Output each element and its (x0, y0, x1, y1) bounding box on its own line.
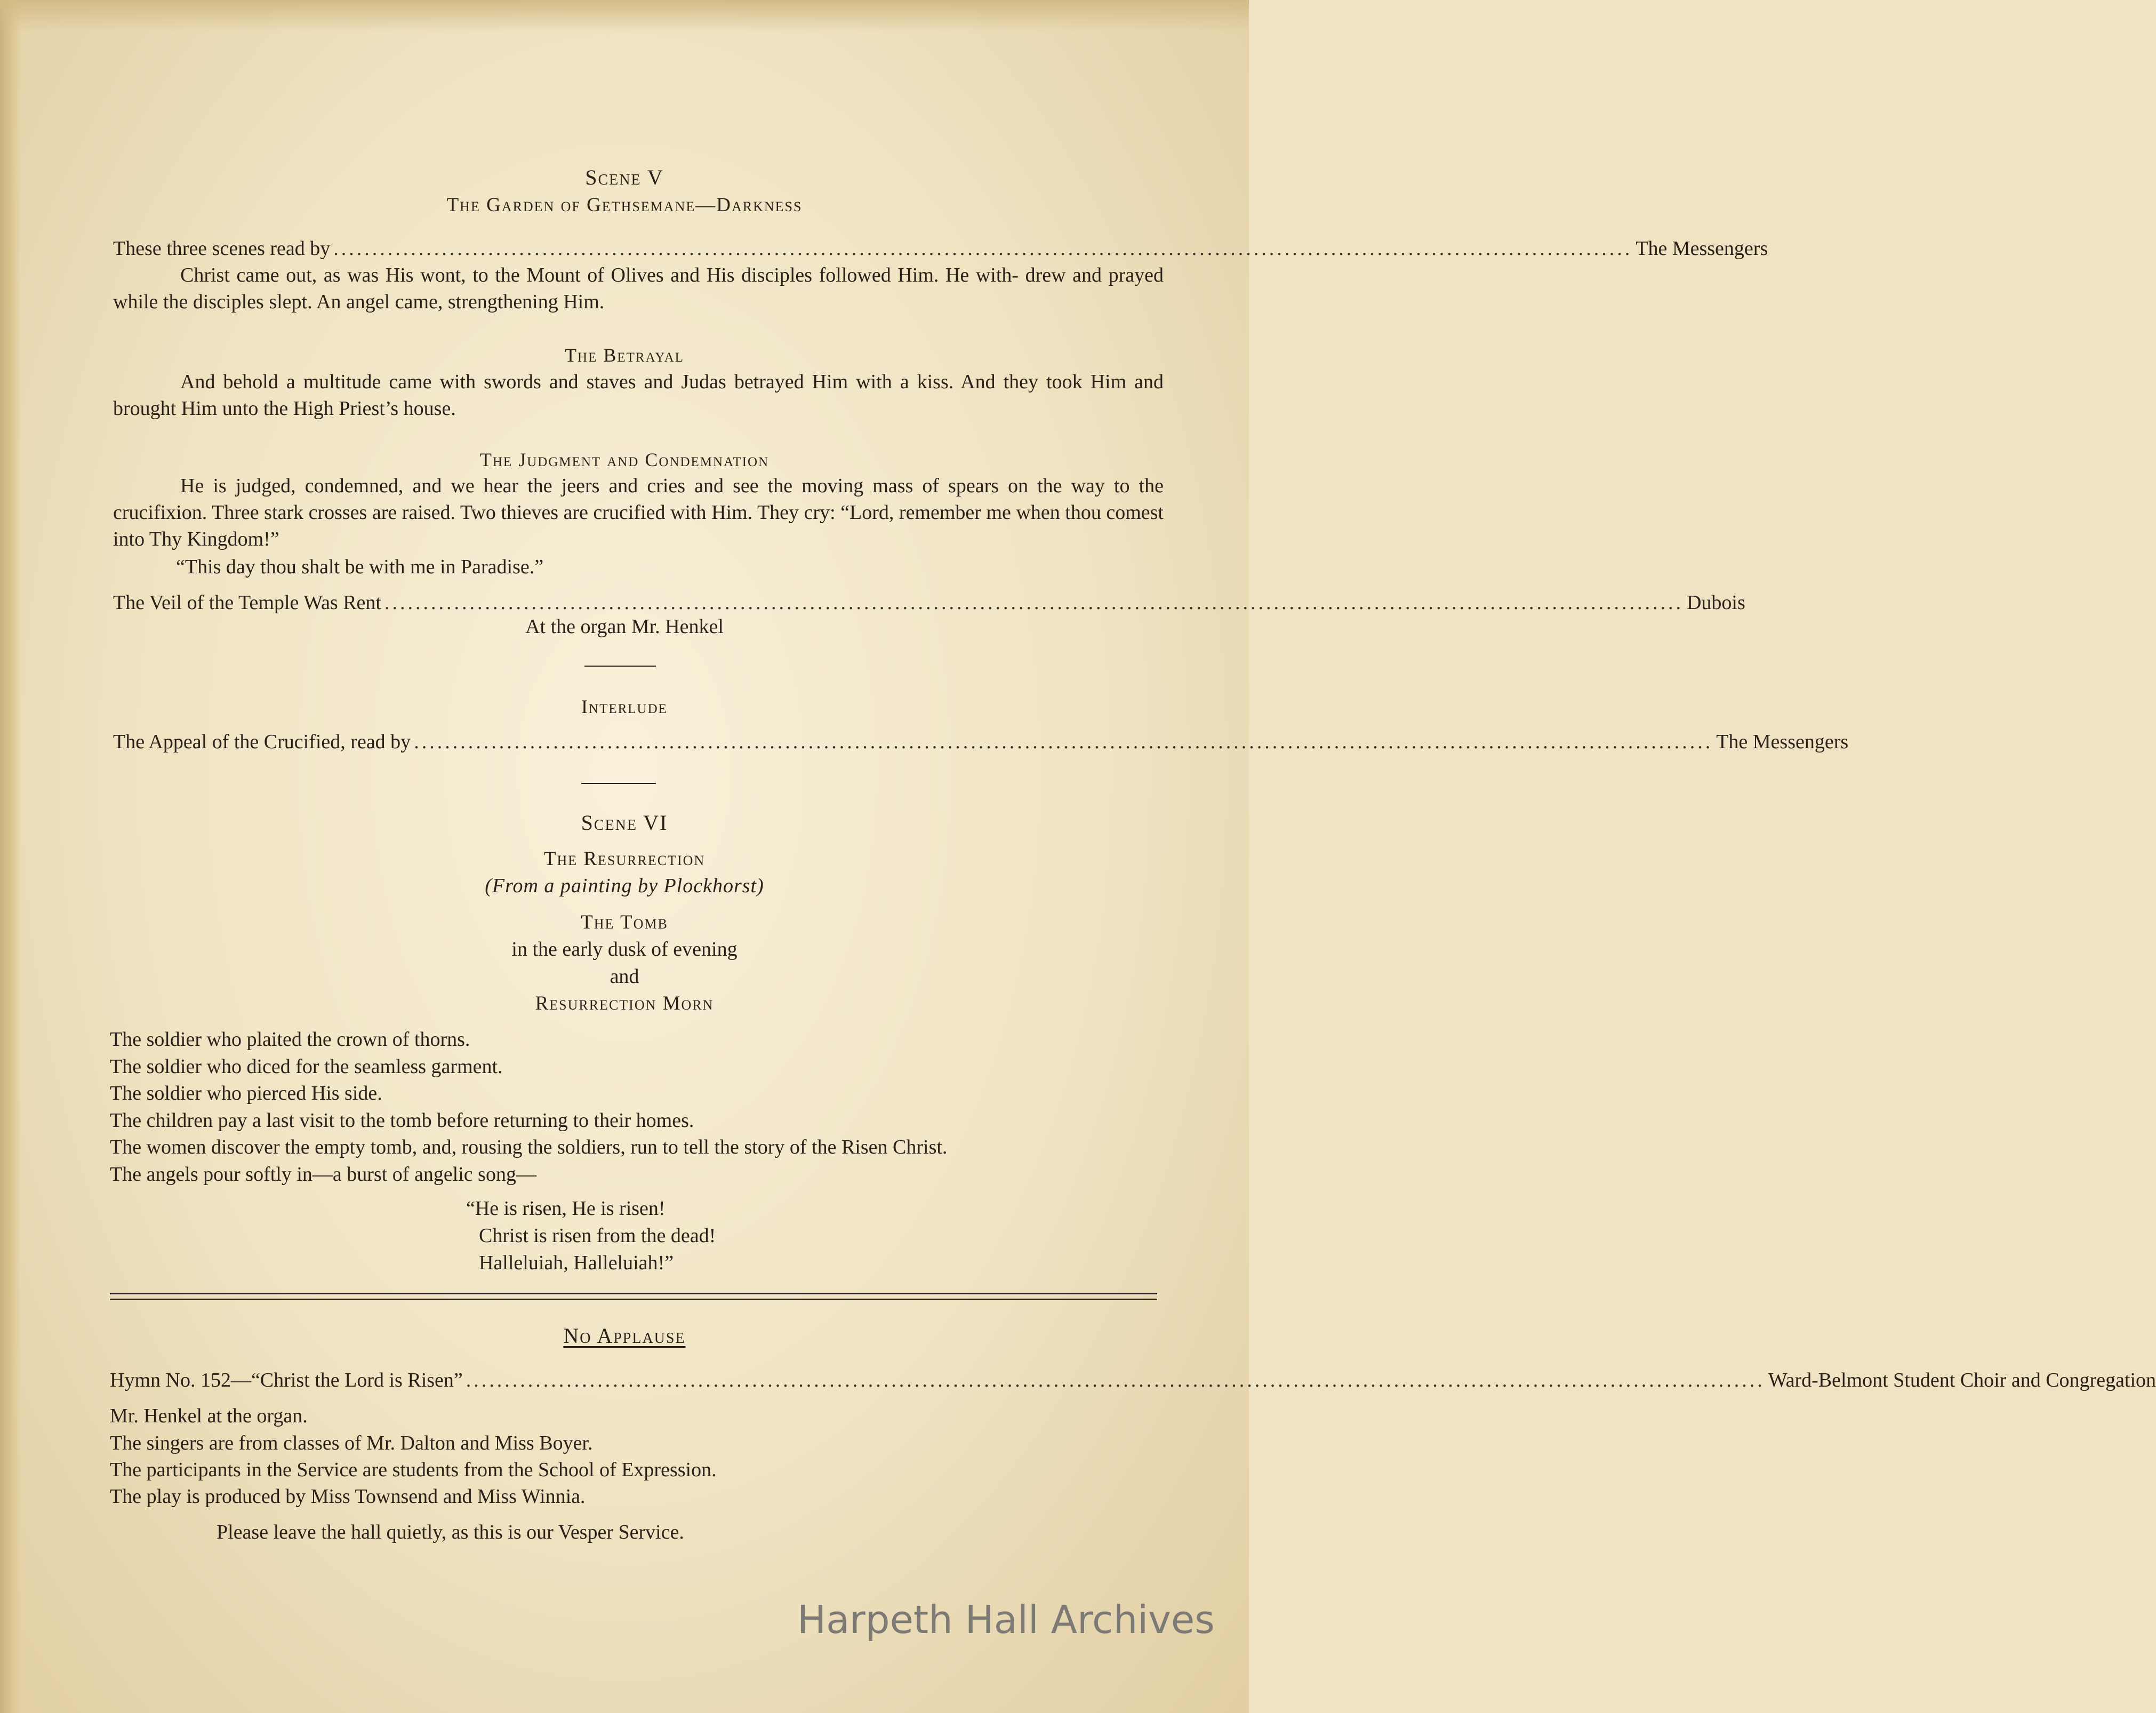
closing-note: The play is produced by Miss Townsend and Miss Winnia. (110, 1485, 586, 1508)
scene6-line: The angels pour softly in—a burst of angelic song— (110, 1163, 536, 1186)
interlude-line (113, 729, 1849, 755)
judgment-paragraph: He is judged, condemned, and we hear the jeers and cries and see the moving mass of spears on the way to the crucifixion. Three stark crosses are raised. Two thieves are crucified with Him. They cry: “Lord, remember me when thou comest into Thy Kingdom!” (113, 475, 1164, 550)
divider (581, 783, 656, 784)
scene6-title: The Resurrection (543, 848, 706, 870)
scene6-heading: Scene VI (581, 811, 668, 835)
song-line: “He is risen, He is risen! (466, 1197, 666, 1220)
scene6-line: The children pay a last visit to the tomb before returning to their homes. (110, 1109, 694, 1132)
interlude-heading: Interlude (581, 696, 668, 717)
tomb-heading: The Tomb (581, 911, 668, 933)
closing-note: The participants in the Service are students from the School of Expression. (110, 1459, 717, 1481)
dot-leader: ........................................................................................................................................................................ (414, 731, 1713, 753)
dot-leader: ........................................................................................................................................................................ (333, 237, 1633, 260)
organ-line: At the organ Mr. Henkel (525, 615, 724, 638)
divider (584, 666, 656, 667)
hymn-line (110, 1367, 2156, 1394)
scene6-line: The soldier who diced for the seamless garment. (110, 1055, 503, 1078)
scene6-line: The soldier who plaited the crown of thorns. (110, 1028, 470, 1051)
closing-note: Mr. Henkel at the organ. (110, 1405, 308, 1427)
dusk-line: in the early dusk of evening (511, 938, 738, 960)
paradise-quote: “This day thou shalt be with me in Paradise.” (176, 556, 544, 578)
song-line: Christ is risen from the dead! (479, 1224, 716, 1247)
farewell-line: Please leave the hall quietly, as this is our Vesper Service. (217, 1521, 684, 1543)
music-line (113, 589, 1745, 616)
scene6-line: The soldier who pierced His side. (110, 1082, 382, 1104)
reader-label: These three scenes read by (113, 237, 331, 260)
dot-leader: ........................................................................................................................................................................ (384, 591, 1684, 614)
morn-heading: Resurrection Morn (535, 992, 714, 1014)
no-applause: No Applause (563, 1324, 686, 1348)
reader-value: The Messengers (1636, 237, 1768, 260)
betrayal-heading: The Betrayal (565, 345, 684, 366)
painting-credit: (From a painting by Plockhorst) (485, 875, 764, 897)
archive-watermark: Harpeth Hall Archives (797, 1597, 1215, 1642)
closing-note: The singers are from classes of Mr. Dalton and Miss Boyer. (110, 1432, 593, 1454)
betrayal-paragraph: And behold a multitude came with swords and staves and Judas betrayed Him with a kiss. And they took Him and brought Him unto the High Priest’s house. (113, 371, 1164, 420)
hymn-label: Hymn No. 152—“Christ the Lord is Risen” (110, 1369, 463, 1391)
scene5-paragraph: Christ came out, as was His wont, to the Mount of Olives and His disciples followed Him. He with- drew and prayed while the disciples slept. An angel came, strengthening Him. (113, 264, 1164, 313)
double-rule (110, 1293, 1157, 1300)
music-title: The Veil of the Temple Was Rent (113, 591, 381, 614)
dot-leader: ........................................................................................................................................................................ (466, 1369, 1765, 1391)
interlude-value: The Messengers (1716, 731, 1849, 753)
song-line: Halleluiah, Halleluiah!” (479, 1252, 674, 1274)
scene5-reader-line (113, 235, 1768, 262)
hymn-value: Ward-Belmont Student Choir and Congregation (1768, 1369, 2156, 1391)
interlude-label: The Appeal of the Crucified, read by (113, 731, 411, 753)
scene5-subheading: The Garden of Gethsemane—Darkness (446, 194, 803, 216)
scene6-line: The women discover the empty tomb, and, rousing the soldiers, run to tell the story of the Risen Christ. (110, 1136, 948, 1158)
judgment-heading: The Judgment and Condemnation (479, 449, 770, 470)
and-line: and (610, 965, 639, 988)
scene5-heading: Scene V (585, 165, 664, 189)
music-composer: Dubois (1686, 591, 1745, 614)
